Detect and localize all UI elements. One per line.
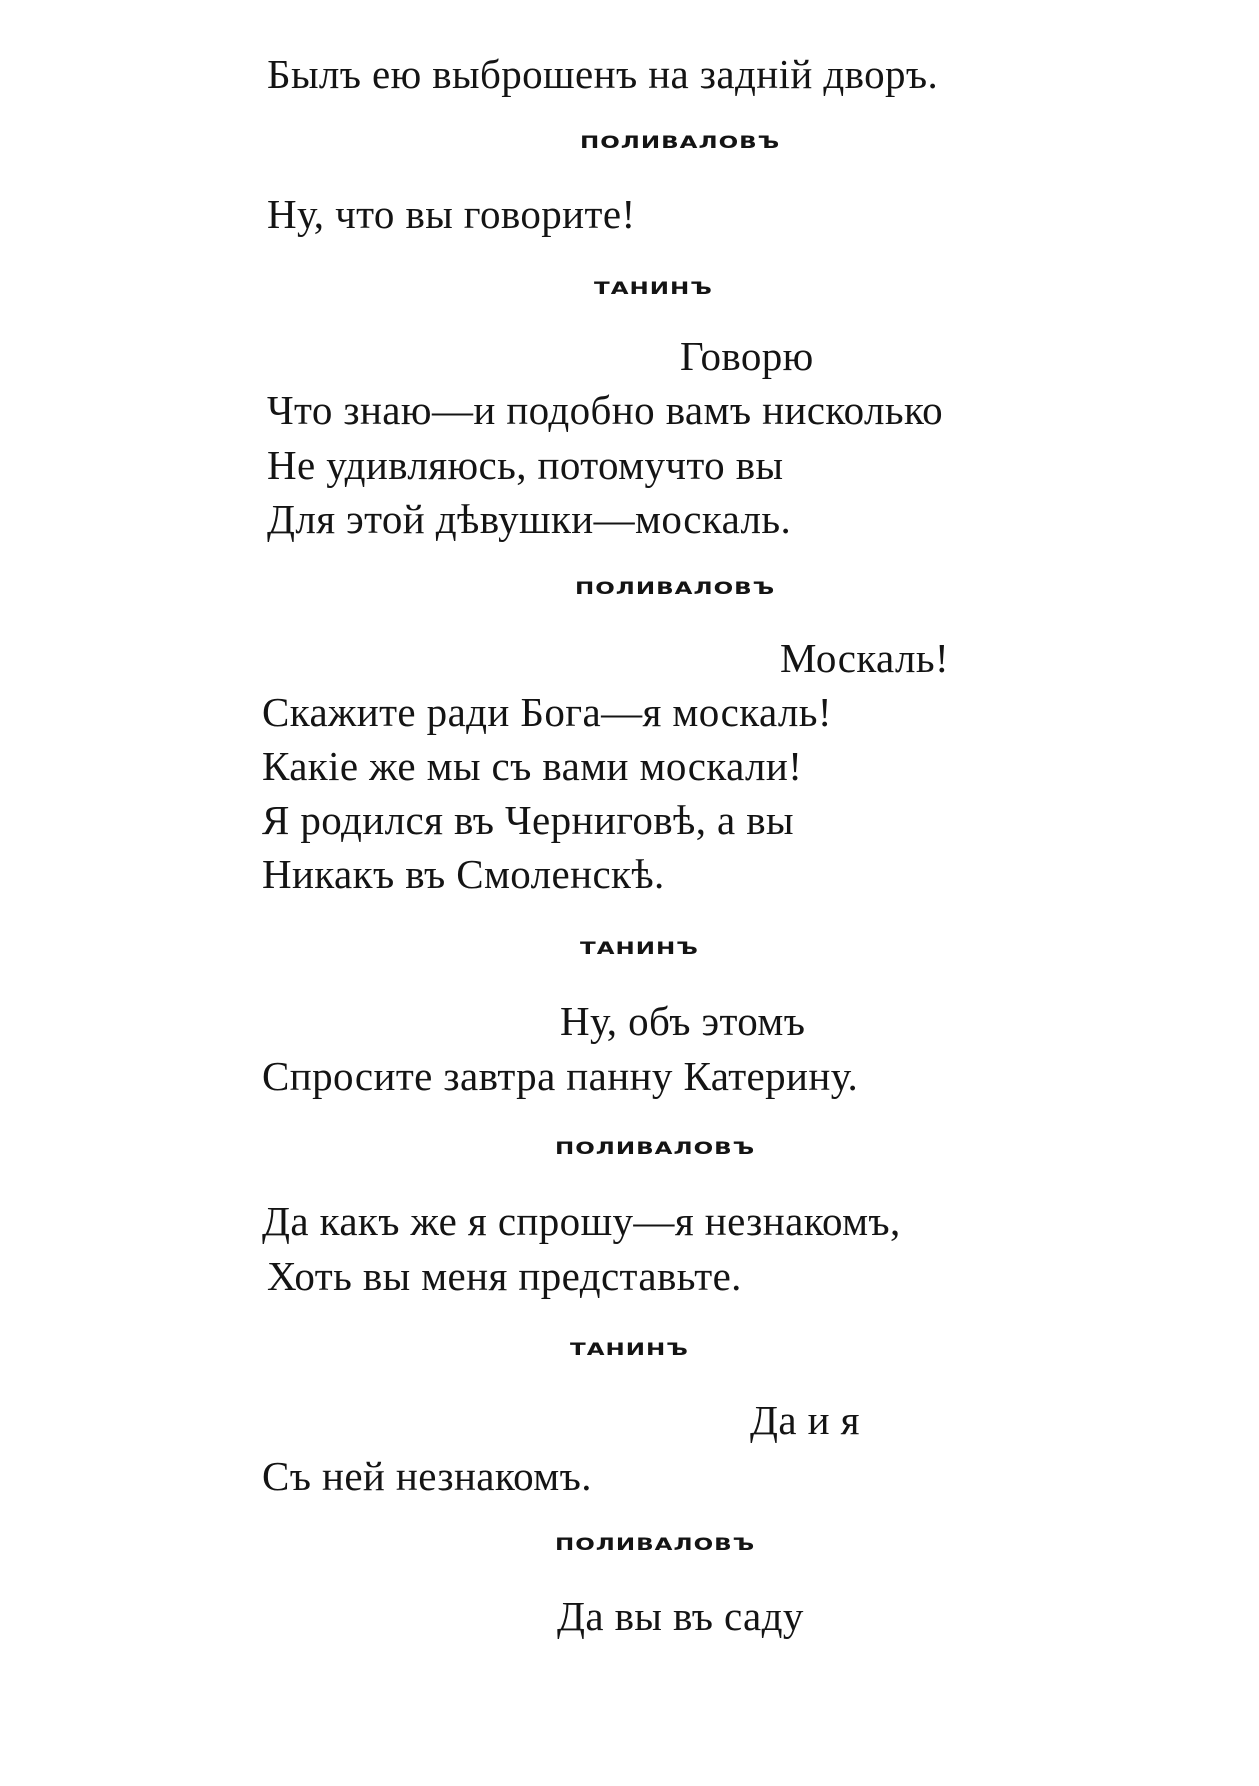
verse-line: Спросите завтра панну Катерину. bbox=[262, 1053, 859, 1099]
verse-line: Скажите ради Бога—я москаль! bbox=[262, 689, 832, 735]
verse-line: Былъ ею выброшенъ на заднiй дворъ. bbox=[267, 51, 939, 97]
speaker-name: ПОЛИВАЛОВЪ bbox=[555, 1535, 756, 1555]
verse-line: Да вы въ саду bbox=[557, 1593, 804, 1639]
verse-line: Москаль! bbox=[780, 635, 950, 681]
verse-line: Никакъ въ Смоленскѣ. bbox=[262, 851, 665, 897]
speaker-name: ТАНИНЪ bbox=[580, 939, 699, 959]
verse-line: Какiе же мы съ вами москали! bbox=[262, 743, 803, 789]
verse-line: Ну, что вы говорите! bbox=[267, 191, 636, 237]
speaker-name: ТАНИНЪ bbox=[570, 1340, 689, 1360]
verse-line: Не удивляюсь, потомучто вы bbox=[267, 442, 784, 488]
verse-line: Что знаю—и подобно вамъ нисколько bbox=[267, 387, 944, 433]
speaker-name: ПОЛИВАЛОВЪ bbox=[575, 579, 776, 599]
speaker-name: ПОЛИВАЛОВЪ bbox=[555, 1139, 756, 1159]
verse-line: Для этой дѣвушки—москаль. bbox=[267, 496, 792, 542]
verse-line: Говорю bbox=[680, 333, 814, 379]
speaker-name: ПОЛИВАЛОВЪ bbox=[580, 133, 781, 153]
verse-line: Хоть вы меня представьте. bbox=[267, 1253, 742, 1299]
speaker-name: ТАНИНЪ bbox=[594, 279, 713, 299]
verse-line: Да и я bbox=[750, 1397, 860, 1443]
verse-line: Я родился въ Черниговѣ, а вы bbox=[262, 797, 794, 843]
verse-line: Ну, объ этомъ bbox=[560, 998, 806, 1044]
verse-line: Да какъ же я спрошу—я незнакомъ, bbox=[262, 1198, 901, 1244]
verse-line: Съ ней незнакомъ. bbox=[262, 1453, 592, 1499]
